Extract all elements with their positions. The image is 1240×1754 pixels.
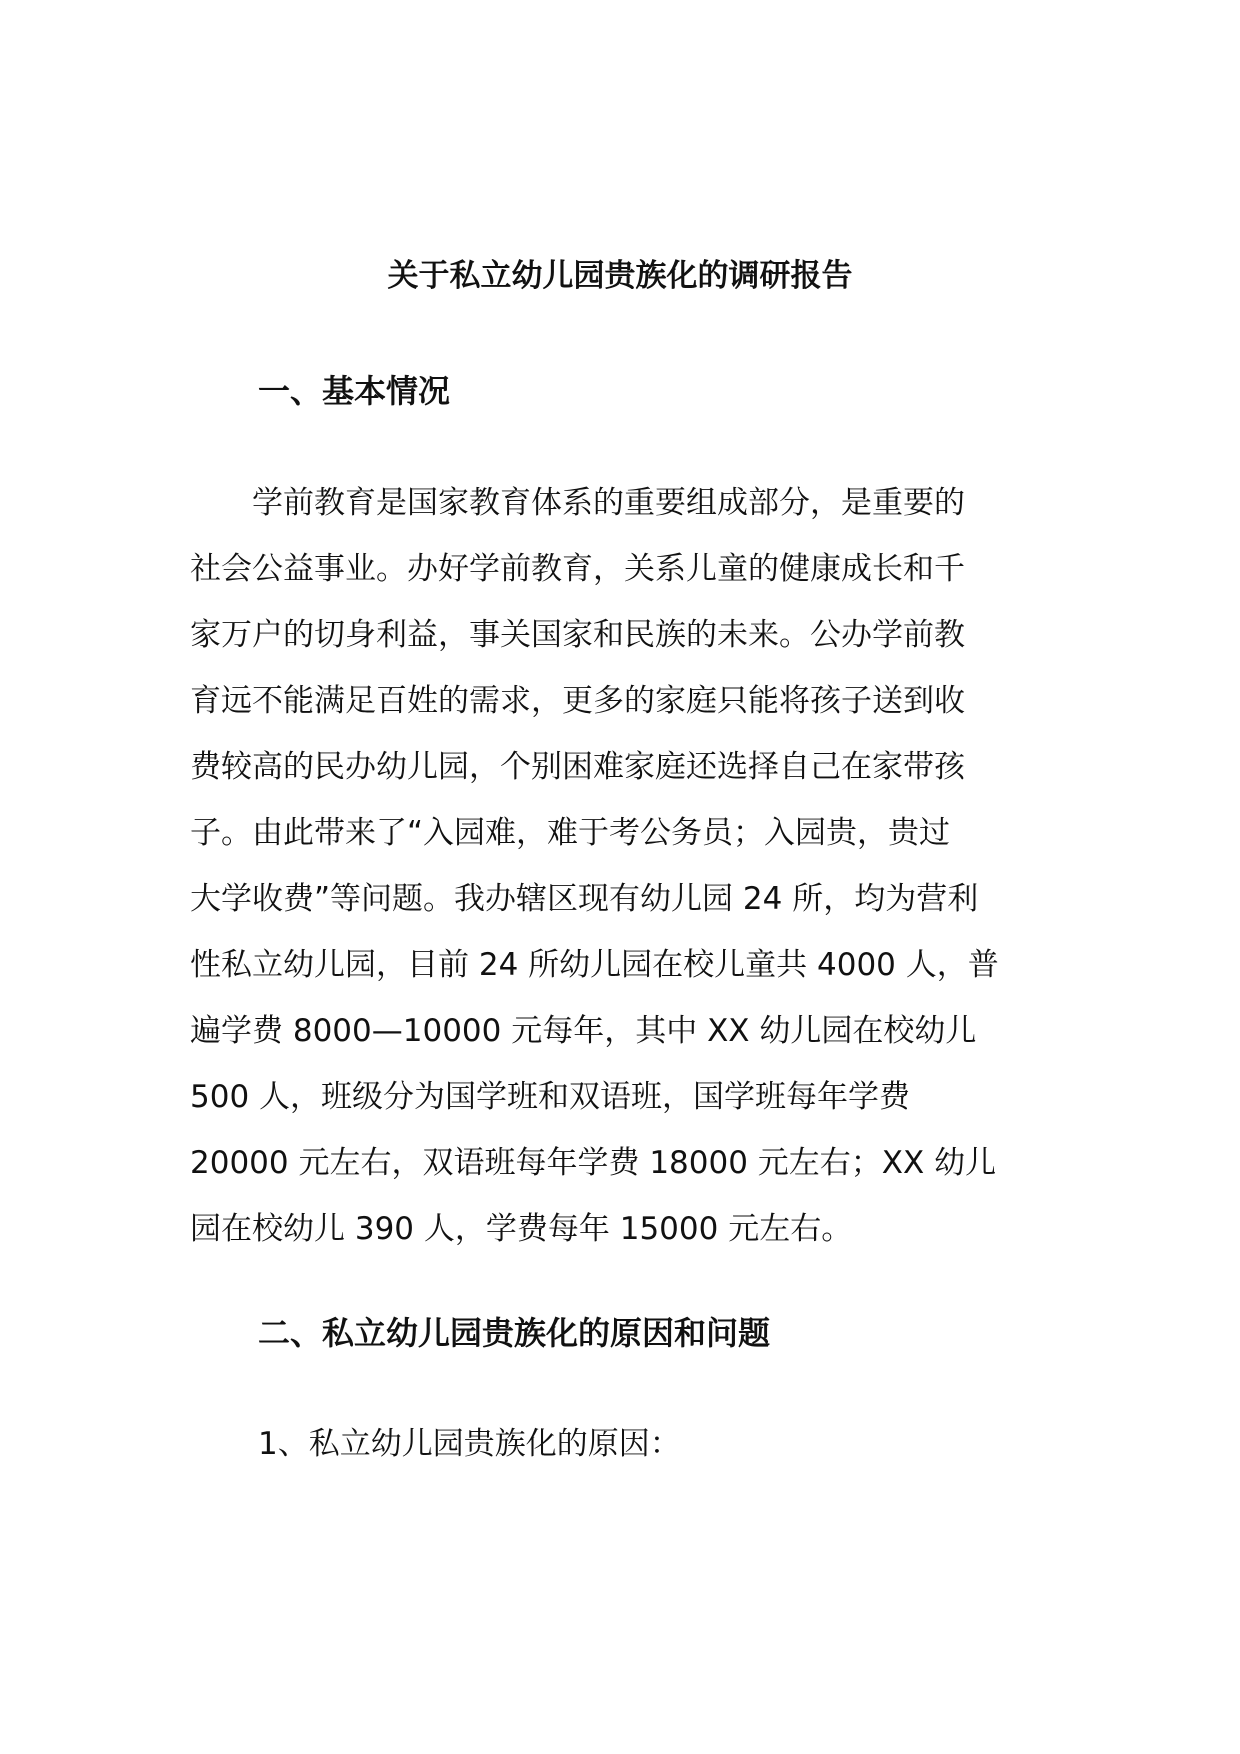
paragraph-line: 20000 元左右，双语班每年学费 18000 元左右；XX 幼儿 (190, 1145, 997, 1181)
paragraph-line: 学前教育是国家教育体系的重要组成部分，是重要的 (190, 485, 965, 521)
section-heading-basic-situation: 一、基本情况 (258, 372, 451, 410)
section-heading-causes-and-problems: 二、私立幼儿园贵族化的原因和问题 (258, 1314, 771, 1352)
subsection-heading-causes: 1、私立幼儿园贵族化的原因： (258, 1426, 681, 1462)
paragraph-line: 费较高的民办幼儿园，个别困难家庭还选择自己在家带孩 (190, 749, 965, 785)
paragraph-line: 遍学费 8000—10000 元每年，其中 XX 幼儿园在校幼儿 (190, 1013, 977, 1049)
paragraph-line: 大学收费”等问题。我办辖区现有幼儿园 24 所，均为营利 (190, 881, 979, 917)
paragraph-line: 育远不能满足百姓的需求，更多的家庭只能将孩子送到收 (190, 683, 965, 719)
document-title: 关于私立幼儿园贵族化的调研报告 (387, 258, 853, 294)
paragraph-line: 园在校幼儿 390 人，学费每年 15000 元左右。 (190, 1211, 853, 1247)
paragraph-line: 子。由此带来了“入园难，难于考公务员；入园贵，贵过 (190, 815, 951, 851)
paragraph-line: 性私立幼儿园，目前 24 所幼儿园在校儿童共 4000 人，普 (190, 947, 999, 983)
paragraph-line: 500 人，班级分为国学班和双语班，国学班每年学费 (190, 1079, 911, 1115)
paragraph-line: 家万户的切身利益，事关国家和民族的未来。公办学前教 (190, 617, 965, 653)
paragraph-line: 社会公益事业。办好学前教育，关系儿童的健康成长和千 (190, 551, 965, 587)
